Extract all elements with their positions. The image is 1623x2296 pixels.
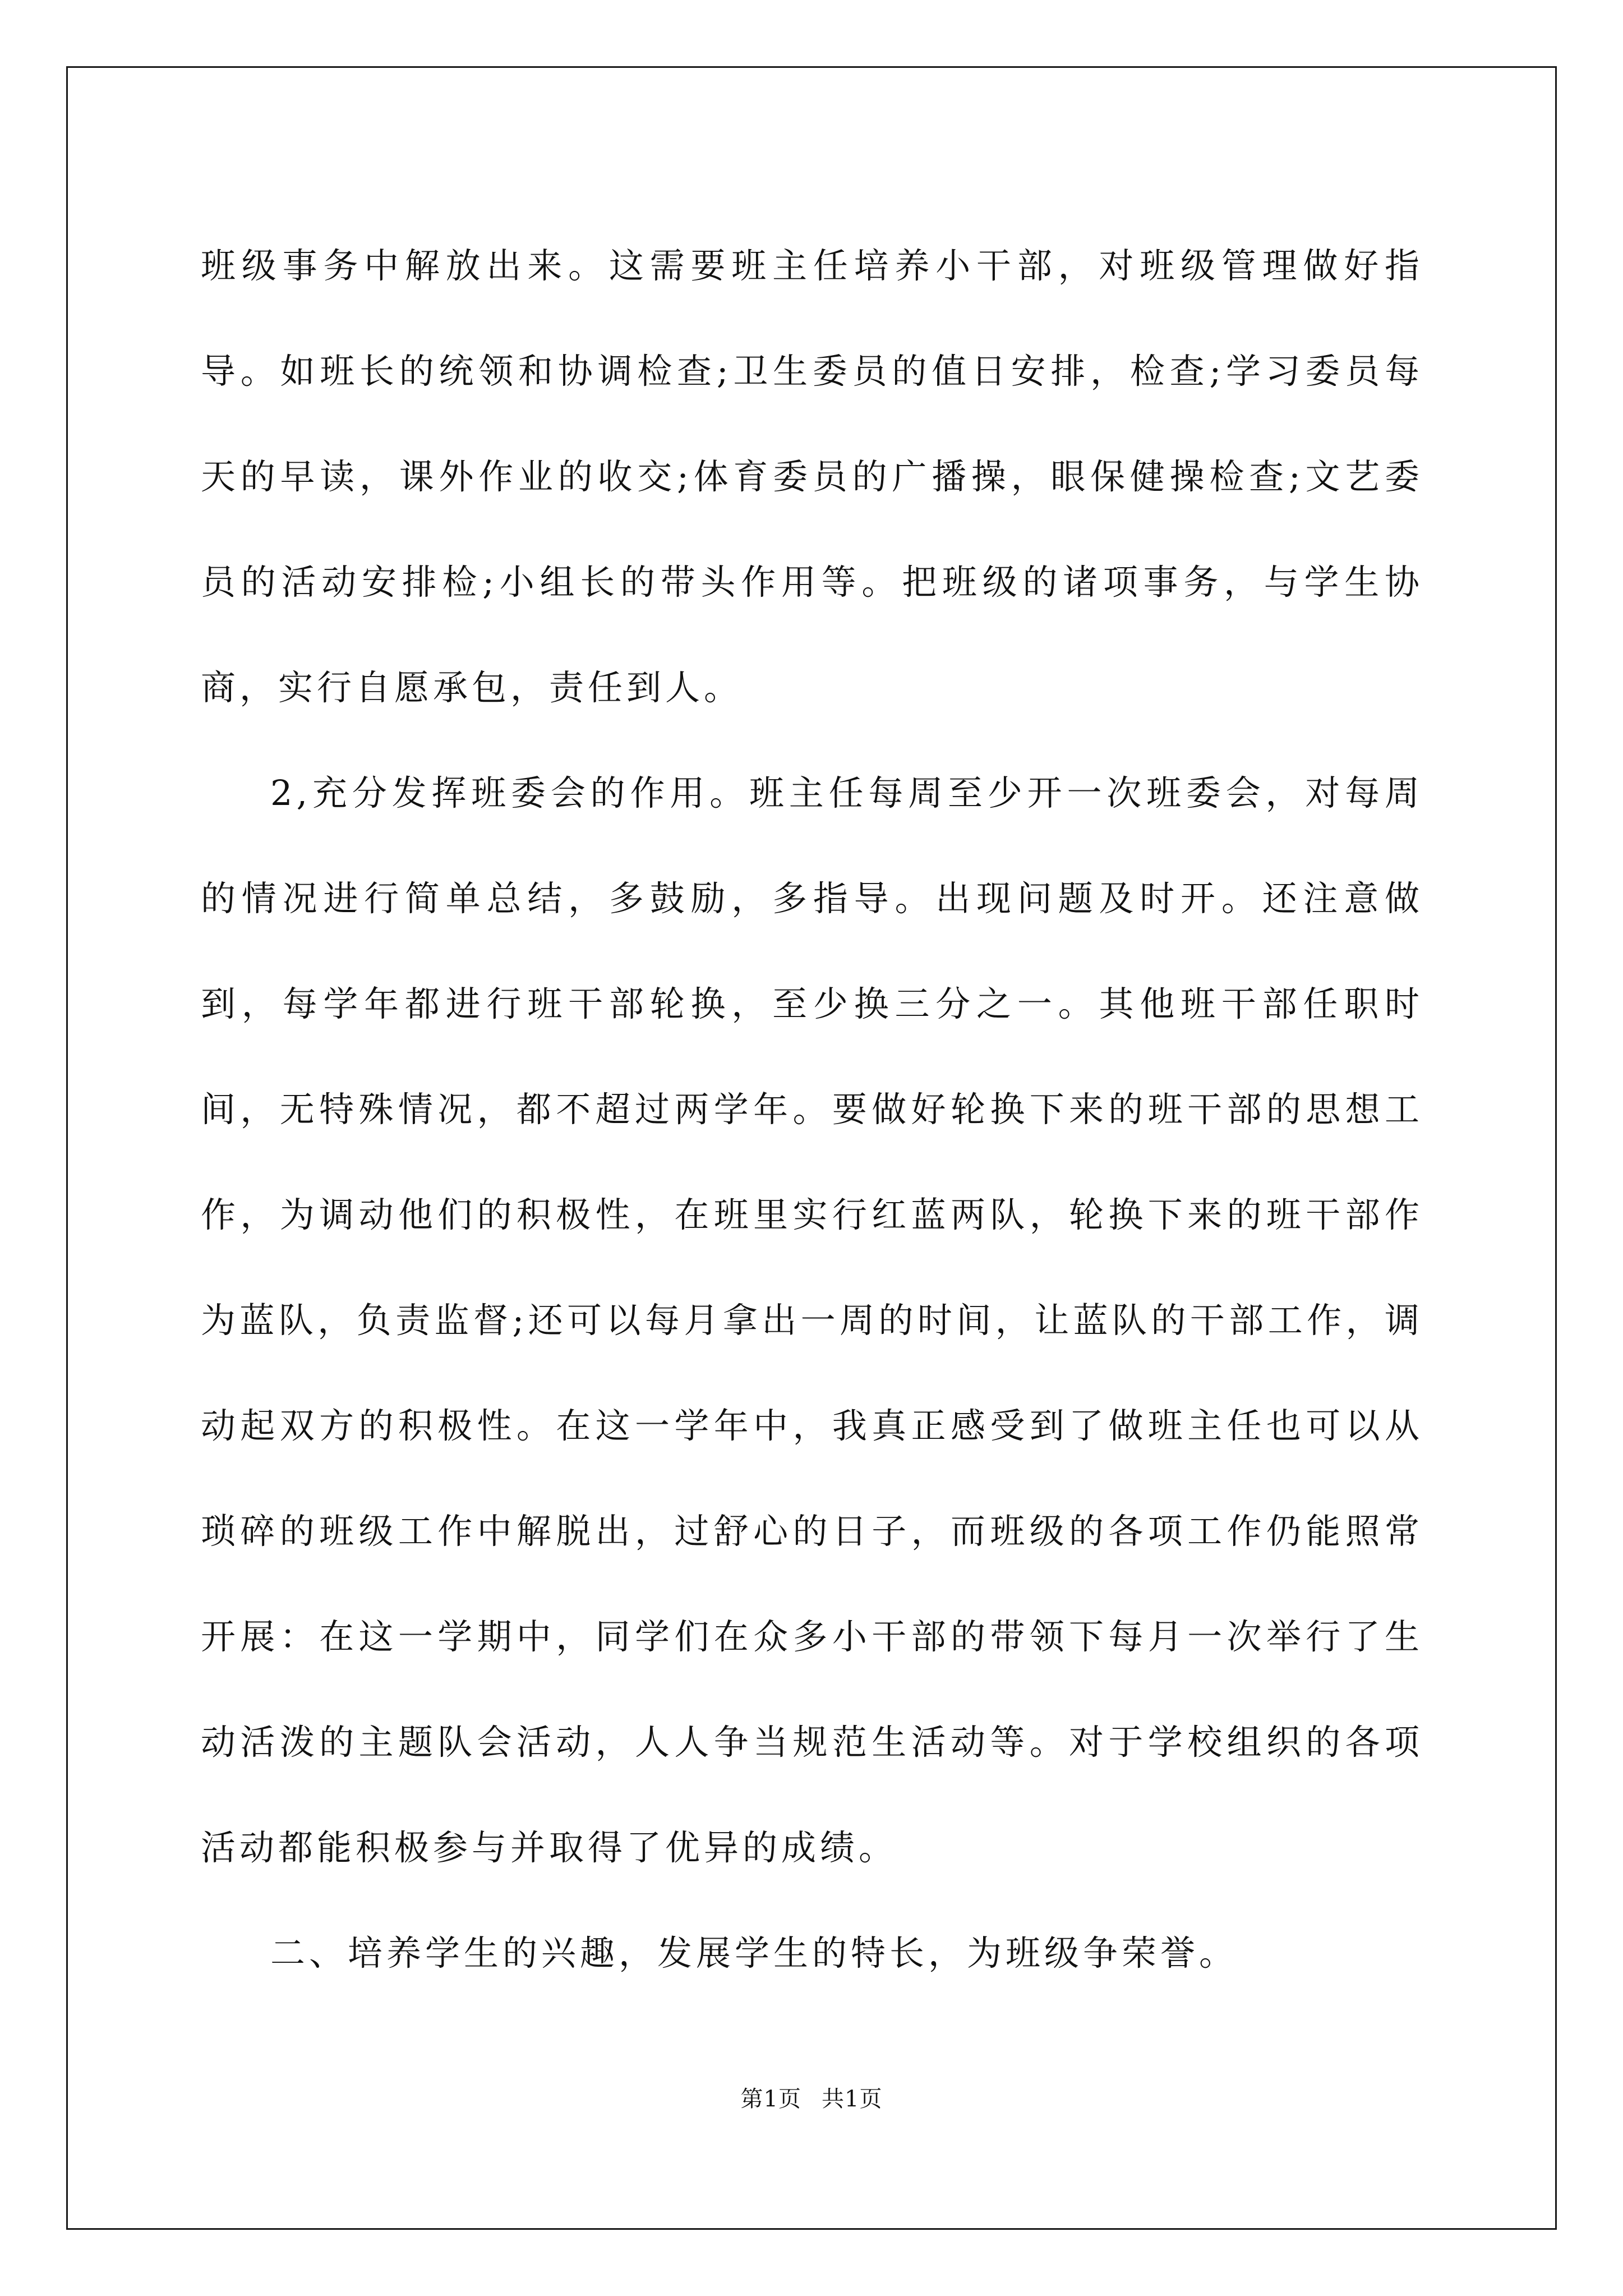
document-body xyxy=(201,213,1423,2006)
paragraph-class-committee: 2,充分发挥班委会的作用。班主任每周至少开一次班委会，对每周的情况进行简单总结，多鼓励，多指导。出现问题及时开。还注意做到，每学年都进行班干部轮换，至少换三分之一。其他班干部任职时间，无特殊情况，都不超过两学年。要做好轮换下来的班干部的思想工作，为调动他们的积极性，在班里实行红蓝两队，轮换下来的班干部作为蓝队，负责监督;还可以每月拿出一周的时间，让蓝队的干部工作，调动起双方的积极性。在这一学年中，我真正感受到了做班主任也可以从琐碎的班级工作中解脱出，过舒心的日子，而班级的各项工作仍能照常开展：在这一学期中，同学们在众多小干部的带领下每月一次举行了生动活泼的主题队会活动，人人争当规范生活动等。对于学校组织的各项活动都能积极参与并取得了优异的成绩。 xyxy=(201,772,1423,1868)
paragraph-continuation: 班级事务中解放出来。这需要班主任培养小干部，对班级管理做好指导。如班长的统领和协调检查;卫生委员的值日安排，检查;学习委员每天的早读，课外作业的收交;体育委员的广播操，眼保健操检查;文艺委员的活动安排检;小组长的带头作用等。把班级的诸项事务，与学生协商，实行自愿承包，责任到人。 xyxy=(201,245,1423,708)
page-number-total: 共1页 xyxy=(822,2086,883,2112)
section-heading-interests: 二、培养学生的兴趣，发展学生的特长，为班级争荣誉。 xyxy=(270,1932,1238,1973)
page-footer xyxy=(0,2081,1623,2113)
page-number-current: 第1页 xyxy=(740,2086,801,2112)
